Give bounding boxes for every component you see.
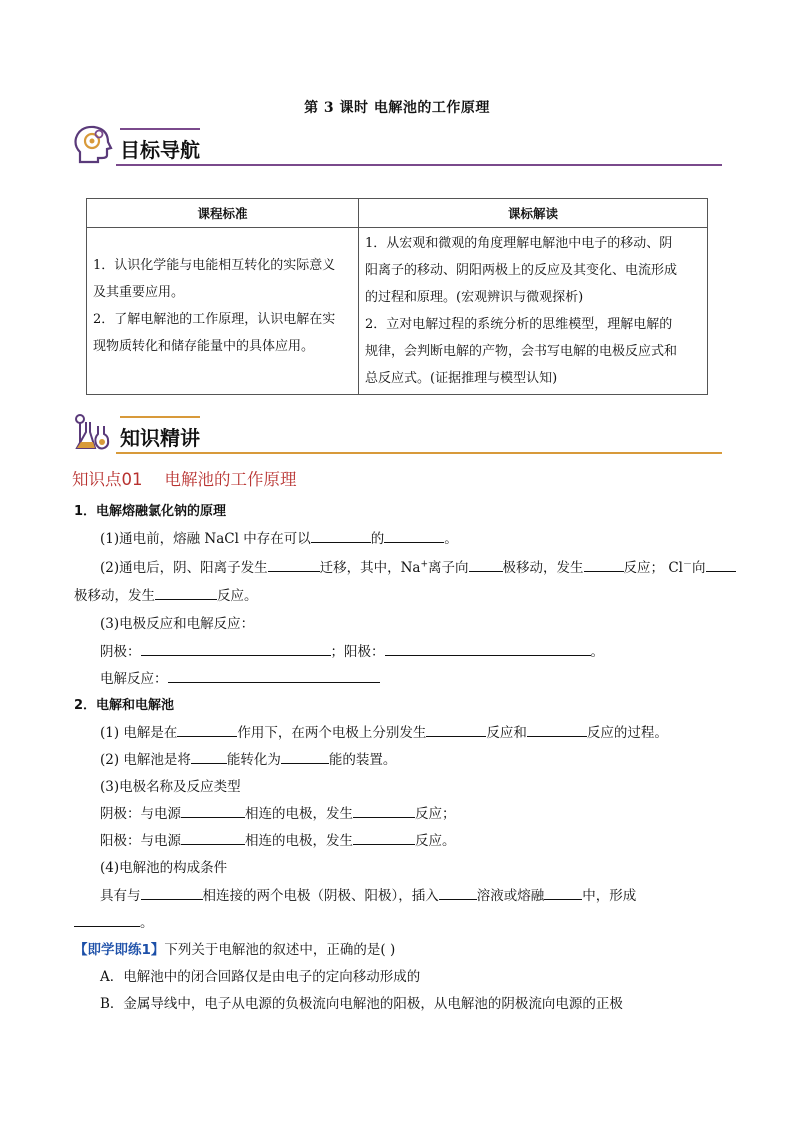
exercise-tag: 【即学即练1】 (74, 942, 165, 958)
exercise-option-b: B．金属导线中，电子从电源的负极流向电解池的阳极，从电解池的阴极流向电源的正极 (100, 996, 623, 1012)
cell-line: 1．认识化学能与电能相互转化的实际意义 (93, 258, 336, 273)
question-line: (3)电极名称及反应类型 (100, 779, 241, 795)
curriculum-table (86, 198, 708, 395)
table-header-row (87, 199, 708, 228)
question-line: 阴极： ；阳极： 。 (100, 644, 604, 660)
cell-line: 2．立对电解过程的系统分析的思维模型，理解电解的 (365, 317, 673, 332)
question-line: (2)通电后，阴、阳离子发生 迁移，其中，Na+离子向 极移动，发生 反应； Cl－向 (100, 556, 736, 576)
table-cell-interpretation (359, 228, 708, 395)
question-line: (4)电解池的构成条件 (100, 860, 228, 876)
lab-flask-icon (72, 412, 114, 454)
question-line: 阳极：与电源 相连的电极，发生 反应。 (100, 833, 456, 849)
table-cell-standard (87, 228, 359, 395)
question-line: (2) 电解池是将 能转化为 能的装置。 (100, 752, 397, 768)
cell-line: 现物质转化和储存能量中的具体应用。 (93, 339, 315, 354)
section-title-knowledge: 知识精讲 (120, 426, 200, 450)
question-line: 具有与 相连接的两个电极（阴极、阳极），插入 溶液或熔融 中，形成 (100, 888, 637, 904)
question-line: 。 (74, 911, 154, 931)
section-header-knowledge (72, 412, 722, 458)
question-line: 电解反应： (100, 667, 380, 687)
section-title-goal: 目标导航 (120, 138, 200, 162)
page-title: 第 3 课时 电解池的工作原理 (304, 100, 490, 116)
table-header-interpretation: 课标解读 (359, 199, 708, 228)
question-line: 极移动，发生 反应。 (74, 588, 258, 604)
heading-part-2: 2．电解和电解池 (74, 698, 175, 713)
cell-line: 1．从宏观和微观的角度理解电解池中电子的移动、阴 (365, 236, 673, 251)
heading-part-1: 1．电解熔融氯化钠的原理 (74, 504, 227, 519)
exercise-question: 【即学即练1】下列关于电解池的叙述中，正确的是( ) (74, 942, 396, 958)
knowledge-point-title (72, 466, 297, 490)
question-line: (1)通电前，熔融 NaCl 中存在可以 的 。 (100, 531, 458, 547)
question-line: (3)电极反应和电解反应： (100, 616, 255, 632)
knowledge-point-name: 电解池的工作原理 (164, 470, 297, 489)
exercise-option-a: A．电解池中的闭合回路仅是由电子的定向移动形成的 (100, 969, 421, 985)
cell-line: 及其重要应用。 (93, 285, 185, 300)
cell-line: 规律，会判断电解的产物，会书写电解的电极反应式和 (365, 344, 678, 359)
cell-line: 总反应式。(证据推理与模型认知) (365, 371, 558, 386)
head-gears-icon (72, 124, 114, 166)
table-header-standard: 课程标准 (87, 199, 359, 228)
table-row (87, 228, 708, 395)
section-header-goal (72, 124, 722, 170)
knowledge-point-number: 知识点01 (72, 470, 143, 489)
cell-line: 2．了解电解池的工作原理，认识电解在实 (93, 312, 336, 327)
question-line: (1) 电解是在 作用下，在两个电极上分别发生 反应和 反应的过程。 (100, 725, 668, 741)
cell-line: 的过程和原理。(宏观辨识与微观探析) (365, 290, 584, 305)
cell-line: 阳离子的移动、阴阳两极上的反应及其变化、电流形成 (365, 263, 678, 278)
question-line: 阴极：与电源 相连的电极，发生 反应； (100, 806, 456, 822)
